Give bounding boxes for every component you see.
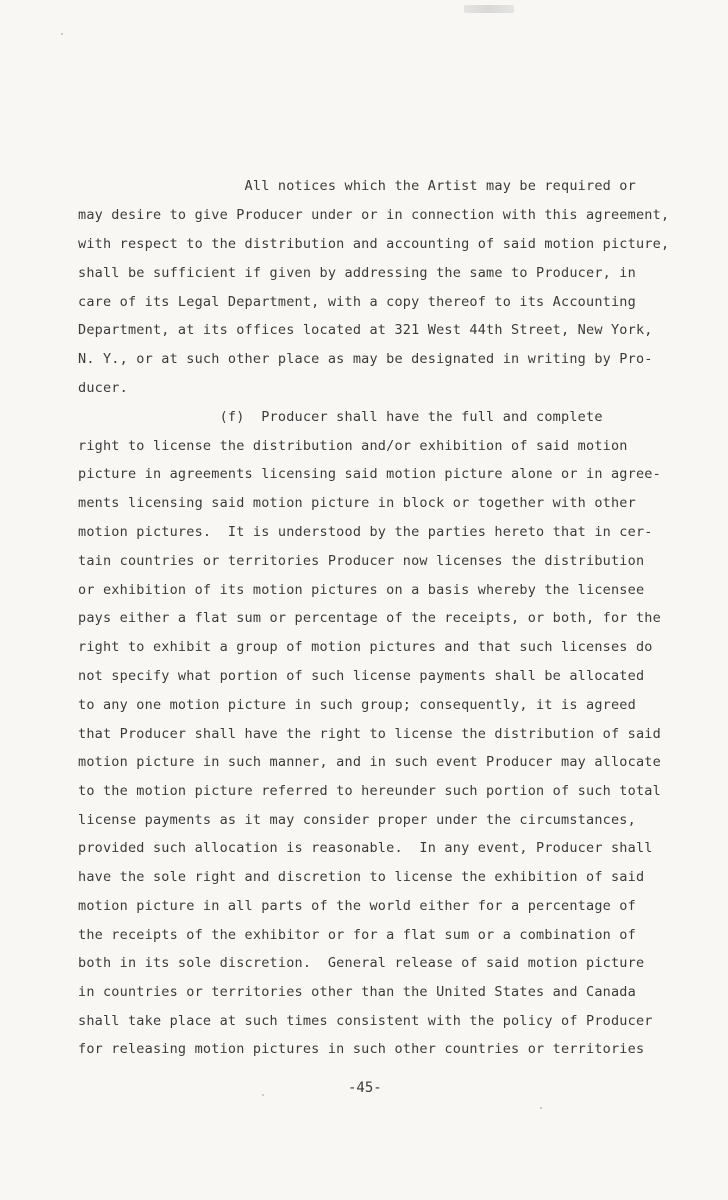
text-line: (f) Producer shall have the full and complete: [78, 409, 603, 425]
text-line: ments licensing said motion picture in block or together with other: [78, 495, 636, 511]
text-line: in countries or territories other than the United States and Canada: [78, 984, 636, 1000]
text-line: both in its sole discretion. General release of said motion picture: [78, 955, 645, 971]
text-line: N. Y., or at such other place as may be designated in writing by Pro-: [78, 351, 653, 367]
text-line: picture in agreements licensing said motion picture alone or in agree-: [78, 466, 661, 482]
text-line: right to exhibit a group of motion pictures and that such licenses do: [78, 639, 653, 655]
text-line: pays either a flat sum or percentage of the receipts, or both, for the: [78, 610, 661, 626]
text-line: license payments as it may consider proper under the circumstances,: [78, 812, 636, 828]
text-line: have the sole right and discretion to license the exhibition of said: [78, 869, 645, 885]
text-line: for releasing motion pictures in such other countries or territories: [78, 1041, 645, 1057]
page-number: -45-: [348, 1080, 382, 1096]
paper-speck: [61, 33, 63, 35]
text-line: not specify what portion of such license payments shall be allocated: [78, 668, 645, 684]
text-line: motion picture in all parts of the world either for a percentage of: [78, 898, 636, 914]
text-line: or exhibition of its motion pictures on a basis whereby the licensee: [78, 582, 645, 598]
text-line: All notices which the Artist may be required or: [78, 178, 636, 194]
text-line: shall be sufficient if given by addressing the same to Producer, in: [78, 265, 636, 281]
text-line: Department, at its offices located at 321 West 44th Street, New York,: [78, 322, 653, 338]
text-line: with respect to the distribution and accounting of said motion picture,: [78, 236, 670, 252]
text-line: the receipts of the exhibitor or for a flat sum or a combination of: [78, 927, 636, 943]
text-line: to the motion picture referred to hereunder such portion of such total: [78, 783, 661, 799]
text-line: right to license the distribution and/or exhibition of said motion: [78, 438, 628, 454]
text-line: shall take place at such times consistent with the policy of Producer: [78, 1013, 653, 1029]
text-line: may desire to give Producer under or in connection with this agreement,: [78, 207, 670, 223]
text-line: provided such allocation is reasonable. In any event, Producer shall: [78, 840, 653, 856]
text-line: tain countries or territories Producer now licenses the distribution: [78, 553, 645, 569]
paper-speck: [540, 1107, 542, 1109]
text-line: that Producer shall have the right to license the distribution of said: [78, 726, 661, 742]
text-line: ducer.: [78, 380, 128, 396]
faint-header-mark: [464, 5, 514, 13]
paper-speck: [262, 1094, 264, 1096]
text-line: motion picture in such manner, and in such event Producer may allocate: [78, 754, 661, 770]
text-line: motion pictures. It is understood by the parties hereto that in cer-: [78, 524, 653, 540]
text-line: to any one motion picture in such group; consequently, it is agreed: [78, 697, 636, 713]
text-line: care of its Legal Department, with a copy thereof to its Accounting: [78, 294, 636, 310]
